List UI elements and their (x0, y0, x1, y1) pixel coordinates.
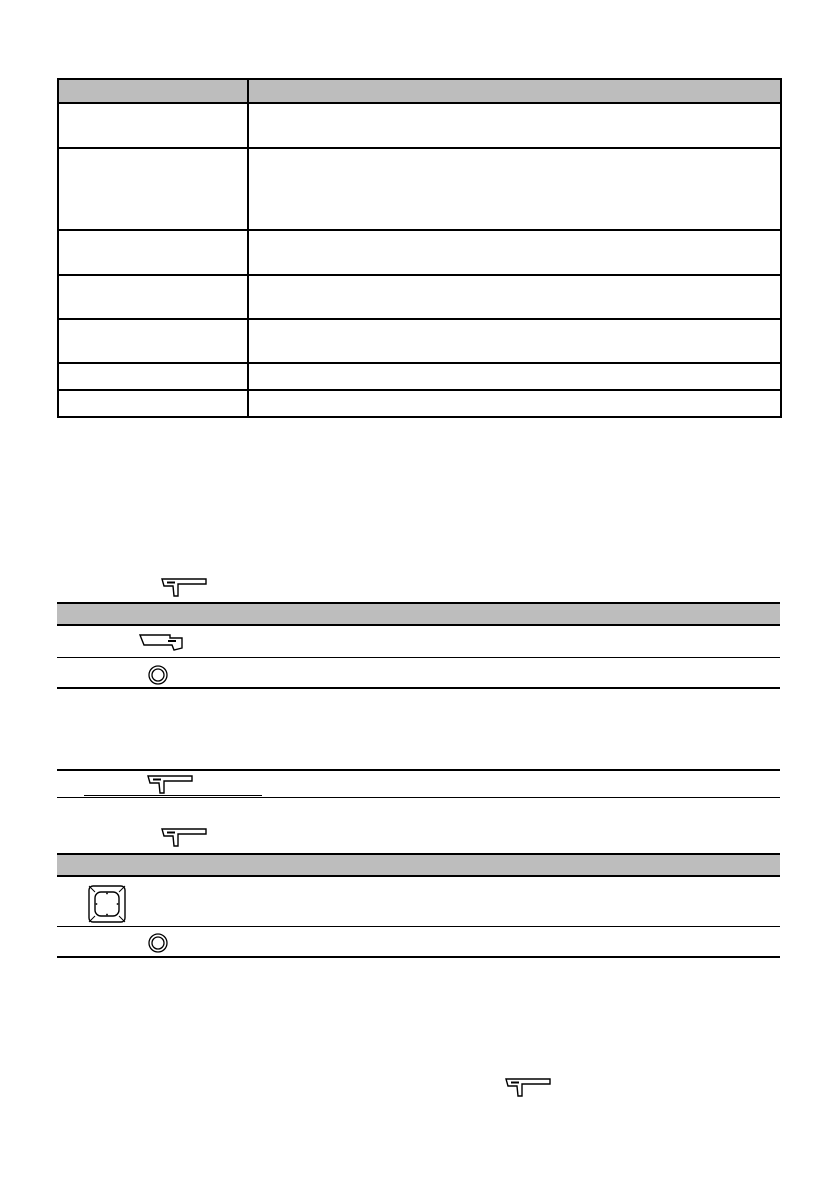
center-key-icon (147, 664, 169, 686)
soft-key-left-icon (160, 826, 210, 850)
soft-key-left-icon (146, 773, 196, 797)
underline (84, 795, 262, 796)
row-divider (57, 229, 780, 231)
section-bottom-rule (57, 956, 780, 958)
section-header-bar (57, 602, 780, 626)
row-rule (57, 769, 780, 771)
row-divider (57, 926, 780, 927)
table-border (57, 78, 782, 418)
row-rule (57, 797, 780, 798)
center-key-icon (147, 932, 169, 954)
soft-key-left-icon (504, 1076, 554, 1100)
row-divider (57, 318, 780, 320)
section-header-bar (57, 853, 780, 877)
navigation-key-icon (87, 884, 127, 924)
column-divider (247, 78, 249, 416)
features-table (57, 78, 780, 416)
row-divider (57, 274, 780, 276)
row-divider (57, 657, 780, 658)
section-bottom-rule (57, 687, 780, 689)
row-divider (57, 102, 780, 104)
row-divider (57, 362, 780, 364)
row-divider (57, 389, 780, 391)
soft-key-right-icon (138, 632, 186, 656)
soft-key-left-icon (160, 576, 210, 600)
row-divider (57, 147, 780, 149)
